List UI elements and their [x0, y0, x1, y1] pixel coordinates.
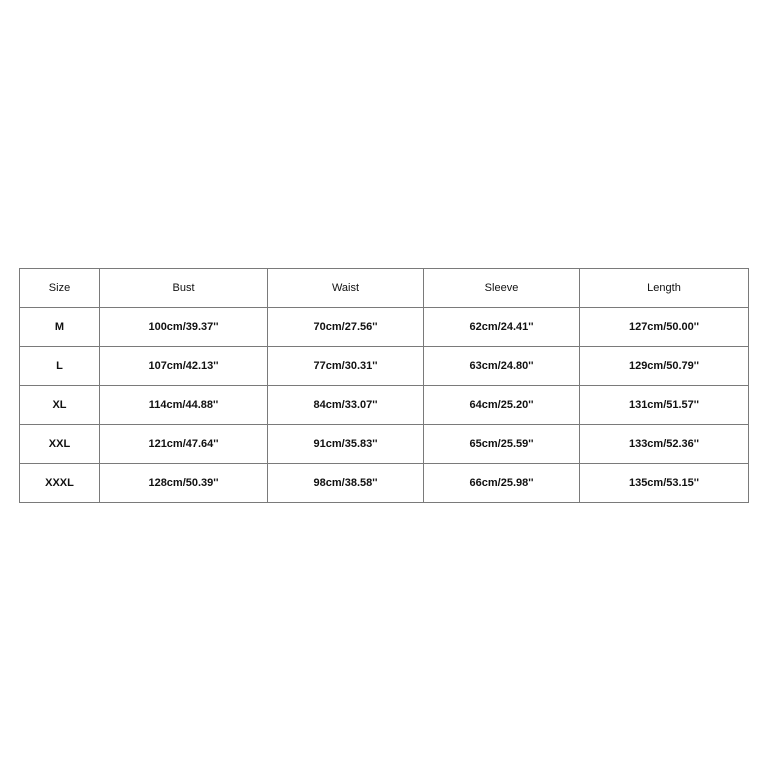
cell-waist: 70cm/27.56'' [268, 308, 424, 347]
cell-length: 131cm/51.57'' [580, 386, 749, 425]
header-sleeve: Sleeve [424, 269, 580, 308]
size-chart-table [19, 268, 749, 503]
cell-sleeve: 63cm/24.80'' [424, 347, 580, 386]
cell-waist: 98cm/38.58'' [268, 464, 424, 503]
cell-length: 133cm/52.36'' [580, 425, 749, 464]
cell-size: XXXL [20, 464, 100, 503]
header-length: Length [580, 269, 749, 308]
table-row [20, 425, 749, 464]
cell-bust: 121cm/47.64'' [100, 425, 268, 464]
cell-sleeve: 66cm/25.98'' [424, 464, 580, 503]
cell-waist: 84cm/33.07'' [268, 386, 424, 425]
cell-length: 135cm/53.15'' [580, 464, 749, 503]
cell-waist: 77cm/30.31'' [268, 347, 424, 386]
cell-bust: 107cm/42.13'' [100, 347, 268, 386]
cell-length: 129cm/50.79'' [580, 347, 749, 386]
cell-sleeve: 64cm/25.20'' [424, 386, 580, 425]
cell-size: M [20, 308, 100, 347]
cell-size: L [20, 347, 100, 386]
table-header-row [20, 269, 749, 308]
cell-size: XXL [20, 425, 100, 464]
cell-waist: 91cm/35.83'' [268, 425, 424, 464]
header-bust: Bust [100, 269, 268, 308]
cell-bust: 128cm/50.39'' [100, 464, 268, 503]
cell-size: XL [20, 386, 100, 425]
table-row [20, 308, 749, 347]
header-size: Size [20, 269, 100, 308]
cell-bust: 114cm/44.88'' [100, 386, 268, 425]
header-waist: Waist [268, 269, 424, 308]
cell-sleeve: 62cm/24.41'' [424, 308, 580, 347]
cell-bust: 100cm/39.37'' [100, 308, 268, 347]
table-row [20, 464, 749, 503]
table-row [20, 347, 749, 386]
cell-sleeve: 65cm/25.59'' [424, 425, 580, 464]
cell-length: 127cm/50.00'' [580, 308, 749, 347]
table-row [20, 386, 749, 425]
